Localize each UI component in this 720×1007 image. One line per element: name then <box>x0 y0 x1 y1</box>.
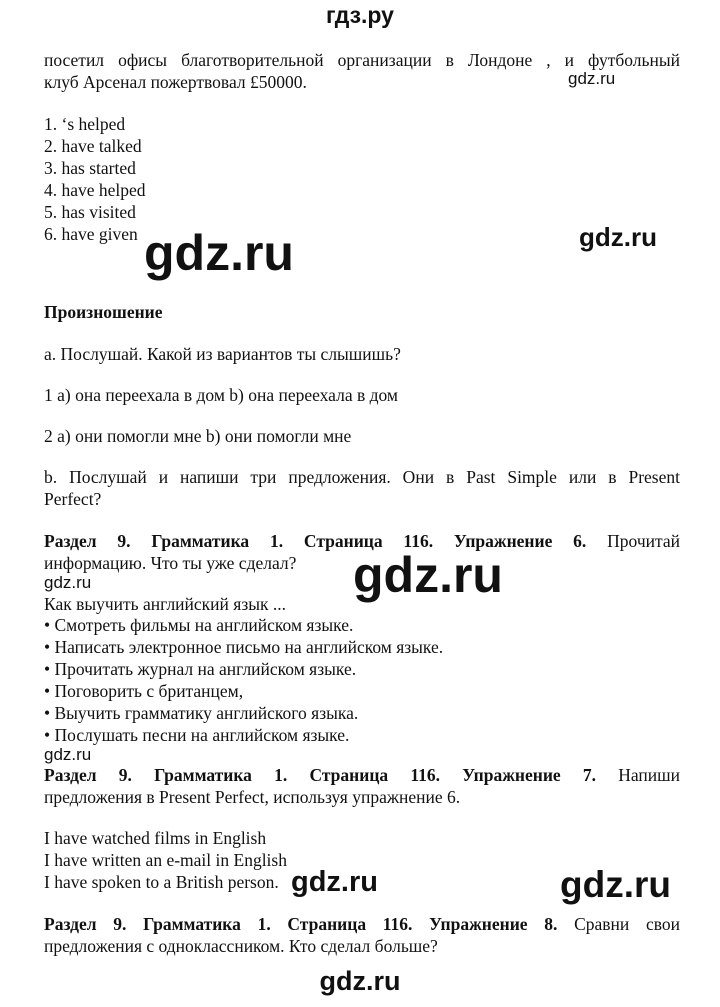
watermark-footer: gdz.ru <box>319 966 401 996</box>
exercise-7-heading: Раздел 9. Грамматика 1. Страница 116. Упражнение 7. Напиши <box>44 765 680 785</box>
bullet-item: • Выучить грамматику английского языка. <box>44 703 359 723</box>
watermark-small: gdz.ru <box>44 745 92 764</box>
bullet-item: • Прочитать журнал на английском языке. <box>44 659 357 679</box>
exercise-8-line-2: предложения с одноклассником. Кто сделал больше? <box>44 936 438 956</box>
watermark-large: gdz.ru <box>144 225 294 281</box>
exercise-6-heading: Раздел 9. Грамматика 1. Страница 116. Упражнение 6. Прочитай <box>44 531 680 551</box>
watermark-small: gdz.ru <box>44 573 92 592</box>
pronunciation-task-b-line-1: b. Послушай и напиши три предложения. Они в Past Simple или в Present <box>44 467 680 487</box>
site-header: гдз.ру <box>326 2 394 28</box>
exercise-6-line-2: информацию. Что ты уже сделал? <box>44 553 297 573</box>
exercise-7-line-2: предложения в Present Perfect, используя упражнение 6. <box>44 787 461 807</box>
exercise-7-answer: I have written an e-mail in English <box>44 850 287 870</box>
watermark-large: gdz.ru <box>353 547 503 603</box>
answer-item: 6. have given <box>44 224 138 244</box>
intro-line-1: посетил офисы благотворительной организации в Лондоне , и футбольный <box>44 50 680 70</box>
bullet-item: • Послушать песни на английском языке. <box>44 725 350 745</box>
bullet-item: • Смотреть фильмы на английском языке. <box>44 615 354 635</box>
answer-item: 5. has visited <box>44 202 136 222</box>
pronunciation-item-2: 2 a) они помогли мне b) они помогли мне <box>44 426 352 446</box>
exercise-7-answer: I have spoken to a British person. <box>44 872 279 892</box>
watermark-large: gdz.ru <box>560 864 671 905</box>
answer-item: 3. has started <box>44 158 136 178</box>
intro-line-2: клуб Арсенал пожертвовал £50000. <box>44 72 307 92</box>
exercise-6-subtitle: Как выучить английский язык ... <box>44 594 287 614</box>
answer-item: 2. have talked <box>44 136 142 156</box>
exercise-8-heading: Раздел 9. Грамматика 1. Страница 116. Упражнение 8. Сравни свои <box>44 914 680 934</box>
bullet-item: • Написать электронное письмо на английском языке. <box>44 637 444 657</box>
exercise-7-answer: I have watched films in English <box>44 828 267 848</box>
bullet-item: • Поговорить с британцем, <box>44 681 244 701</box>
pronunciation-item-1: 1 a) она переехала в дом b) она переехала в дом <box>44 385 399 405</box>
watermark-small: gdz.ru <box>568 69 616 88</box>
pronunciation-heading: Произношение <box>44 302 163 322</box>
pronunciation-task-a: a. Послушай. Какой из вариантов ты слышишь? <box>44 344 401 364</box>
pronunciation-task-b-line-2: Perfect? <box>44 489 102 509</box>
answer-item: 1. ‘s helped <box>44 114 126 134</box>
answer-item: 4. have helped <box>44 180 146 200</box>
watermark-medium: gdz.ru <box>579 222 657 252</box>
watermark-medium: gdz.ru <box>291 866 378 898</box>
